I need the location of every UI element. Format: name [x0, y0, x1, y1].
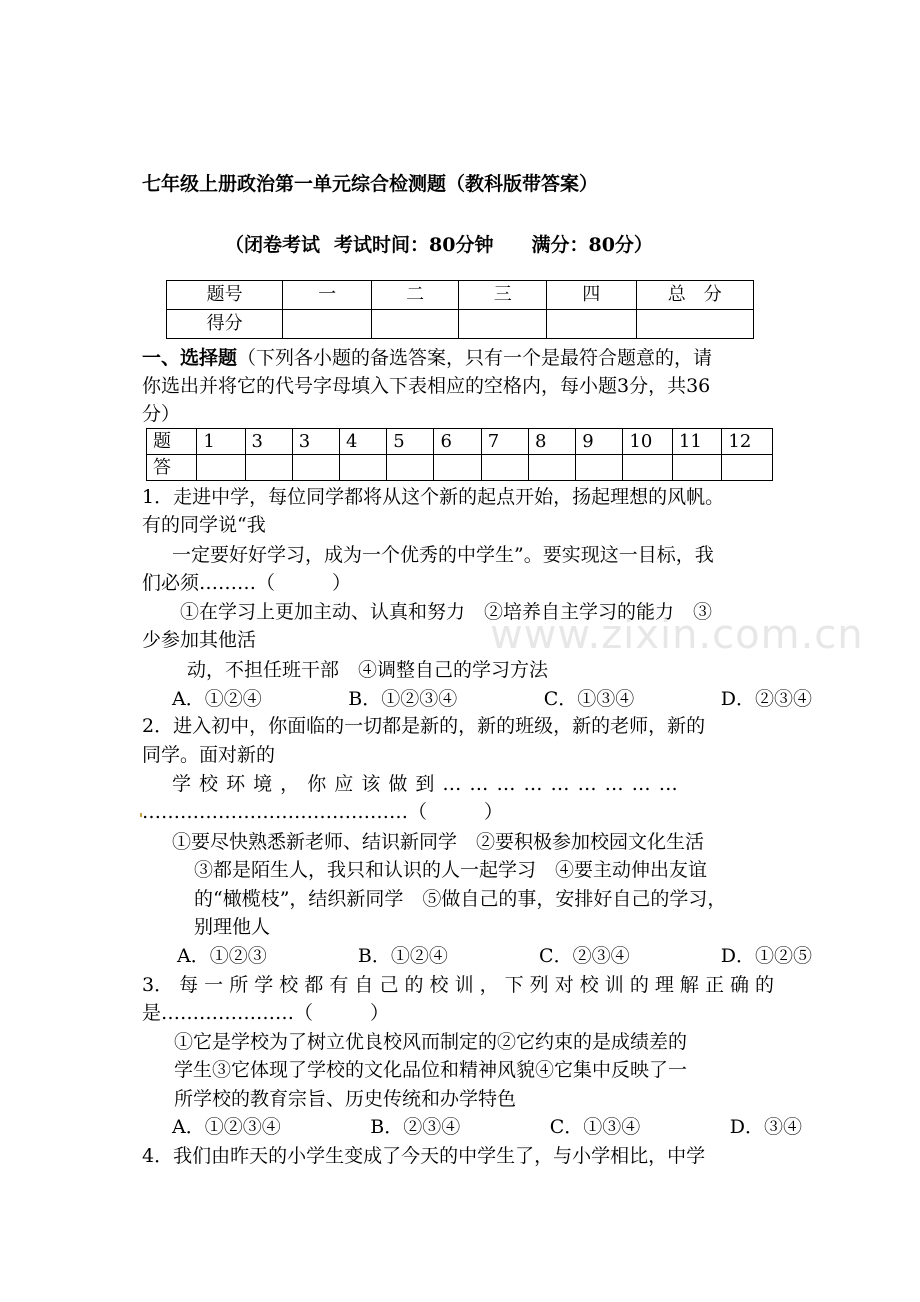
exam-time: 考试时间：80分钟 — [334, 234, 494, 256]
q1-choice-d[interactable]: D．②③④ — [720, 688, 812, 710]
q1-line2: 有的同学说“我 — [142, 514, 266, 536]
answer-table-answer-row — [147, 455, 773, 481]
score-input-cell[interactable] — [283, 310, 372, 339]
q2-line2: 同学。面对新的 — [142, 744, 276, 766]
q3-line1: 3． 每 一 所 学 校 都 有 自 己 的 校 训 ， 下 列 对 校 训 的 理 解 正 确 的 — [142, 974, 775, 996]
q2-line1: 2．进入初中，你面临的一切都是新的，新的班级，新的老师，新的 — [142, 715, 706, 737]
score-cell: 得分 — [167, 310, 283, 339]
section1-instruction-text: （下列各小题的备选答案，只有一个是最符合题意的，请 — [237, 347, 713, 369]
answer-cell: 6 — [434, 429, 481, 455]
q2-option-line2: ③都是陌生人，我只和认识的人一起学习 ④要主动伸出友谊 — [194, 859, 708, 881]
q1-line1: 1．走进中学，每位同学都将从这个新的起点开始，扬起理想的风帆。 — [142, 486, 725, 508]
exam-type: （闭卷考试 — [225, 234, 321, 256]
q3-choice-b[interactable]: B．②③④ — [370, 1116, 461, 1138]
answer-cell: 题 — [147, 429, 197, 455]
q1-option-line3: 动，不担任班干部 ④调整自己的学习方法 — [187, 659, 549, 681]
score-input-cell[interactable] — [636, 310, 754, 339]
score-cell: 三 — [459, 281, 547, 310]
answer-input-cell[interactable] — [197, 455, 245, 481]
margin-mark — [140, 813, 142, 817]
section1-instruction-line1 — [142, 345, 712, 371]
q1-choices — [172, 686, 812, 712]
score-cell: 一 — [283, 281, 372, 310]
q1-line3: 一定要好好学习，成为一个优秀的中学生”。要实现这一目标，我 — [172, 544, 714, 566]
q3-choice-d[interactable]: D．③④ — [729, 1116, 802, 1138]
answer-input-cell[interactable] — [623, 455, 672, 481]
answer-input-cell[interactable] — [672, 455, 721, 481]
score-cell: 题号 — [167, 281, 283, 310]
q3-choice-c[interactable]: C．①③④ — [549, 1116, 641, 1138]
document-title: 七年级上册政治第一单元综合检测题（教科版带答案） — [142, 173, 599, 195]
answer-input-cell[interactable] — [245, 455, 292, 481]
q1-line4: 们必须………（ ） — [142, 572, 352, 594]
answer-cell: 10 — [623, 429, 672, 455]
section1-heading: 一、选择题 — [142, 347, 238, 369]
score-input-cell[interactable] — [371, 310, 459, 339]
answer-input-cell[interactable] — [387, 455, 434, 481]
q2-option-line1: ①要尽快熟悉新老师、结识新同学 ②要积极参加校园文化生活 — [172, 831, 705, 853]
answer-input-cell[interactable] — [722, 455, 773, 481]
q3-choices — [172, 1114, 802, 1140]
q1-option-line1: ①在学习上更加主动、认真和努力 ②培养自主学习的能力 ③ — [180, 601, 713, 623]
q3-option-line2: 学生③它体现了学校的文化品位和精神风貌④它集中反映了一 — [174, 1059, 688, 1081]
score-cell: 二 — [371, 281, 459, 310]
q3-option-line3: 所学校的教育宗旨、历史传统和办学特色 — [174, 1088, 517, 1110]
q2-choices — [177, 943, 812, 969]
answer-input-cell[interactable] — [434, 455, 481, 481]
answer-cell: 答 — [147, 455, 197, 481]
q2-option-line3: 的“橄榄枝”，结织新同学 ⑤做自己的事，安排好自己的学习， — [194, 888, 727, 910]
q1-choice-c[interactable]: C．①③④ — [543, 688, 635, 710]
section1-instruction-line2: 你选出并将它的代号字母填入下表相应的空格内，每小题3分，共36 — [142, 375, 711, 397]
score-table-score-row — [167, 310, 754, 339]
exam-info — [225, 232, 667, 258]
score-input-cell[interactable] — [546, 310, 636, 339]
score-input-cell[interactable] — [459, 310, 547, 339]
q3-line2: 是…………………（ ） — [142, 1002, 390, 1024]
q2-choice-d[interactable]: D．①②⑤ — [720, 945, 812, 967]
q2-choice-a[interactable]: A．①②③ — [177, 945, 267, 967]
q2-choice-c[interactable]: C．②③④ — [539, 945, 630, 967]
score-cell: 四 — [546, 281, 636, 310]
answer-cell: 3 — [292, 429, 339, 455]
answer-cell: 5 — [387, 429, 434, 455]
score-table — [166, 280, 754, 339]
answer-cell: 9 — [576, 429, 623, 455]
watermark: www.zixin.com.cn — [490, 612, 864, 658]
answer-input-cell[interactable] — [481, 455, 528, 481]
exam-full-score: 满分：80分） — [531, 234, 653, 256]
q4-line1: 4．我们由昨天的小学生变成了今天的中学生了，与小学相比，中学 — [142, 1145, 706, 1167]
answer-input-cell[interactable] — [528, 455, 575, 481]
q1-choice-b[interactable]: B．①②③④ — [348, 688, 458, 710]
answer-cell: 3 — [245, 429, 292, 455]
answer-table — [146, 428, 773, 481]
q3-choice-a[interactable]: A．①②③④ — [172, 1116, 281, 1138]
answer-input-cell[interactable] — [576, 455, 623, 481]
answer-cell: 4 — [340, 429, 387, 455]
score-table-header-row — [167, 281, 754, 310]
answer-input-cell[interactable] — [340, 455, 387, 481]
q3-option-line1: ①它是学校为了树立优良校风而制定的②它约束的是成绩差的 — [174, 1031, 688, 1053]
answer-input-cell[interactable] — [292, 455, 339, 481]
q2-choice-b[interactable]: B．①②④ — [357, 945, 448, 967]
q1-option-line2: 少参加其他活 — [142, 629, 257, 651]
answer-cell: 8 — [528, 429, 575, 455]
q1-choice-a[interactable]: A．①②④ — [172, 688, 262, 710]
q2-line4: ……………………………………（ ） — [142, 801, 504, 823]
score-cell: 总 分 — [636, 281, 754, 310]
answer-cell: 12 — [722, 429, 773, 455]
answer-cell: 1 — [197, 429, 245, 455]
section1-instruction-line3: 分） — [142, 403, 181, 425]
q2-line3: 学 校 环 境 ， 你 应 该 做 到 … … … … … … … … … — [172, 773, 679, 795]
answer-cell: 11 — [672, 429, 721, 455]
answer-table-number-row — [147, 429, 773, 455]
answer-cell: 7 — [481, 429, 528, 455]
q2-option-line4: 别理他人 — [194, 916, 271, 938]
